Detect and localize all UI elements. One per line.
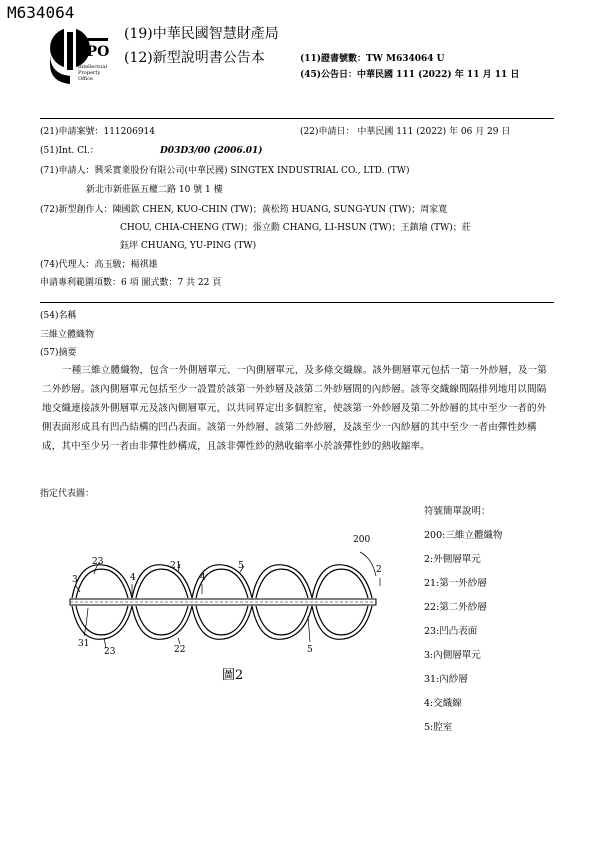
cert-number: [300, 54, 445, 65]
label-4-right: 4: [200, 573, 206, 583]
logo-line2: Property: [78, 70, 101, 76]
filing-date: (22)申請日： 中華民國 111 (2022) 年 06 月 29 日: [300, 127, 511, 137]
creator-line2: CHOU, CHIA-CHENG (TW)；張立勳 CHANG, LI-HSUN (TW)；王鎮瑜 (TW)；莊: [120, 223, 471, 233]
applicant-line2: 新北市新莊區五權二路 10 號 1 樓: [86, 185, 223, 195]
app-number: (21)申請案號：111206914: [40, 127, 156, 137]
logo-line1: Intellectual: [78, 64, 107, 70]
date-value: 中華民國 111 (2022) 年 11 月 11 日: [357, 70, 520, 80]
legend-item: 2:外側層單元: [424, 554, 481, 565]
legend-item: 3:內側層單元: [424, 650, 481, 661]
patent-number: M634064: [7, 3, 75, 22]
claims-line: 申請專利範圍項數：6 項 圖式數：7 共 22 頁: [40, 278, 222, 288]
label-23-bottom: 23: [104, 647, 116, 657]
logo-monogram: IPO: [80, 44, 110, 60]
intcl-label: (51)Int. Cl.：: [40, 146, 99, 156]
legend-item: 23:凹凸表面: [424, 626, 478, 637]
label-2: 2: [376, 565, 382, 575]
applicant-line1: (71)申請人：興采實業股份有限公司(中華民國) SINGTEX INDUSTRIAL CO., LTD. (TW): [40, 166, 410, 176]
label-200: 200: [353, 535, 371, 545]
ipo-logo-icon: [48, 24, 120, 94]
label-23-top: 23: [92, 557, 104, 567]
label-22: 22: [174, 645, 186, 655]
legend-title: 符號簡單說明：: [424, 506, 491, 517]
legend-item: 4:交織線: [424, 698, 462, 709]
label-31: 31: [78, 639, 90, 649]
title-label: (54)名稱: [40, 311, 77, 321]
label-5-bottom: 5: [307, 645, 313, 655]
legend-item: 31:內紗層: [424, 674, 468, 685]
agent-line: (74)代理人：高玉駿；楊祺雄: [40, 260, 158, 270]
legend-item: 200:三維立體織物: [424, 530, 503, 541]
invention-title: 三維立體織物: [40, 330, 95, 340]
announce-date: [300, 70, 519, 81]
ipo-logo: [48, 24, 120, 94]
abstract-text: 一種三維立體織物，包含一外側層單元、一內側層單元，及多條交織線。該外側層單元包括一第一外紗層，及一第二外紗層。該內側層單元包括至少一設置於該第一外紗層及該第二外紗層間的內紗層。該等交織線間隔排列地用以間隔地交織連接該外側層單元及該內側層單元，以共同界定出多個腔室，使該第一外紗層及第二外紗層的其中至少一者的外側表面形成具有凹凸結構的凹凸表面。該第一外紗層、該第二外紗層，及該至少一內紗層的其中至少一者由彈性紗構成，其中至少另一者由非彈性紗構成，且該非彈性紗的熱收縮率小於該彈性紗的熱收縮率。: [42, 365, 548, 452]
legend-item: 22:第二外紗層: [424, 602, 487, 613]
fabric-figure: [60, 520, 400, 720]
abstract-label: (57)摘要: [40, 348, 77, 358]
creator-line3: 鈺坪 CHUANG, YU-PING (TW): [120, 241, 257, 251]
date-label: (45)公告日：: [300, 70, 358, 80]
label-4-left: 4: [130, 573, 136, 583]
cert-value: TW M634064 U: [366, 54, 445, 64]
figure-caption: 圖2: [222, 668, 244, 683]
legend-item: 21:第一外紗層: [424, 578, 487, 589]
label-21: 21: [170, 561, 182, 571]
label-5-top: 5: [238, 561, 244, 571]
creator-line1: (72)新型創作人：陳國欽 CHEN, KUO-CHIN (TW)；黃松筠 HUANG, SUNG-YUN (TW)；周家寬: [40, 205, 448, 215]
doc-type-line: (12)新型說明書公告本: [124, 50, 265, 66]
header-divider: [40, 118, 554, 119]
rep-figure-label: 指定代表圖：: [40, 489, 95, 499]
logo-line3: Office: [78, 76, 94, 82]
legend-item: 5:腔室: [424, 722, 453, 733]
cert-label: (11)證書號數：: [300, 54, 367, 64]
office-line: (19)中華民國智慧財產局: [124, 26, 279, 42]
label-3: 3: [72, 575, 78, 585]
biblio-divider: [40, 302, 554, 303]
intcl-value: D03D3/00 (2006.01): [160, 146, 263, 156]
